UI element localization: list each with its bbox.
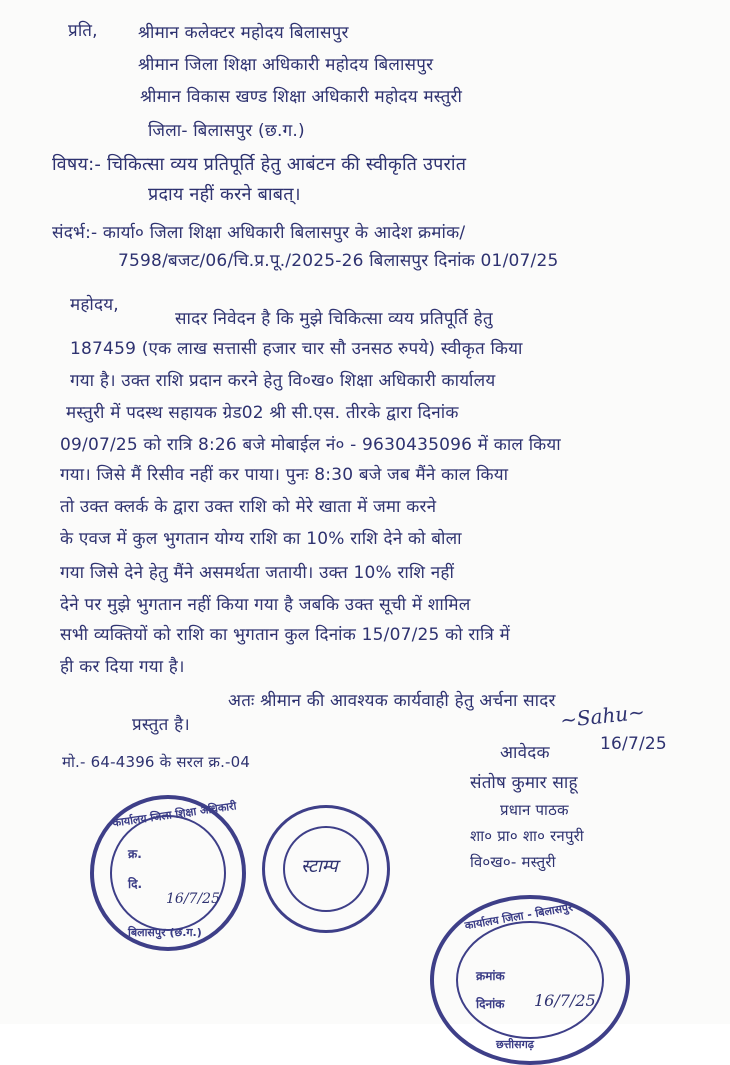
applicant-block: वि०ख०- मस्तुरी	[470, 853, 556, 871]
receipt-seal	[430, 895, 630, 1065]
seal3-di: दिनांक	[476, 997, 505, 1011]
round-stamp	[262, 805, 390, 933]
body-line-7: तो उक्त क्लर्क के द्वारा उक्त राशि को मेरे खाता में जमा करने	[60, 497, 437, 517]
recipient-beo: श्रीमान विकास खण्ड शिक्षा अधिकारी महोदय मस्तुरी	[140, 87, 463, 107]
subject-line-2: प्रदाय नहीं करने बाबत्।	[148, 184, 301, 205]
to-label: प्रति,	[68, 21, 98, 41]
recipient-deo: श्रीमान जिला शिक्षा अधिकारी महोदय बिलासपुर	[138, 55, 434, 75]
seal3-top-text: कार्यालय जिला - बिलासपुर	[463, 900, 574, 933]
seal1-date: 16/7/25	[166, 891, 220, 907]
body-line-5: 09/07/25 को रात्रि 8:26 बजे मोबाईल नं० - 9630435096 में काल किया	[60, 435, 561, 455]
seal1-top-text: कार्यालय जिला शिक्षा अधिकारी	[111, 799, 238, 830]
seal3-bottom-text: छत्तीसगढ़	[496, 1038, 534, 1051]
applicant-school: शा० प्रा० शा० रनपुरी	[470, 827, 584, 845]
reference-line-1: संदर्भ:- कार्या० जिला शिक्षा अधिकारी बिलासपुर के आदेश क्रमांक/	[52, 223, 466, 243]
recipient-district: जिला- बिलासपुर (छ.ग.)	[148, 121, 305, 141]
recipient-collector: श्रीमान कलेक्टर महोदय बिलासपुर	[138, 23, 349, 43]
round-stamp-mark: स्टाम्प	[301, 856, 338, 877]
seal3-date: 16/7/25	[534, 991, 596, 1010]
body-line-1: सादर निवेदन है कि मुझे चिकित्सा व्यय प्रतिपूर्ति हेतु	[175, 309, 493, 329]
closing-line-2: प्रस्तुत है।	[132, 715, 190, 735]
signature-date: 16/7/25	[600, 734, 667, 754]
body-line-8: के एवज में कुल भुगतान योग्य राशि का 10% राशि देने को बोला	[60, 529, 462, 549]
deo-office-seal	[90, 795, 246, 951]
body-line-4: मस्तुरी में पदस्थ सहायक ग्रेड02 श्री सी.एस. तीरके द्वारा दिनांक	[66, 403, 459, 423]
subject-line-1: विषय:- चिकित्सा व्यय प्रतिपूर्ति हेतु आबंटन की स्वीकृति उपरांत	[52, 154, 467, 175]
body-line-3: गया है। उक्त राशि प्रदान करने हेतु वि०ख० शिक्षा अधिकारी कार्यालय	[70, 371, 496, 391]
body-line-2: 187459 (एक लाख सत्तासी हजार चार सौ उनसठ रुपये) स्वीकृत किया	[70, 339, 523, 359]
signature-scribble: ~Sahu~	[558, 699, 646, 733]
body-line-9: गया जिसे देने हेतु मैंने असमर्थता जतायी। उक्त 10% राशि नहीं	[60, 563, 455, 583]
body-line-6: गया। जिसे मैं रिसीव नहीं कर पाया। पुनः 8:30 बजे जब मैंने काल किया	[60, 465, 509, 485]
closing-line-1: अतः श्रीमान की आवश्यक कार्यवाही हेतु अर्चना सादर	[228, 691, 556, 711]
body-line-11: सभी व्यक्तियों को राशि का भुगतान कुल दिनांक 15/07/25 को रात्रि में	[60, 625, 510, 645]
seal1-kr: क्र.	[128, 847, 142, 861]
seal1-bottom-text: बिलासपुर (छ.ग.)	[128, 926, 202, 939]
body-line-10: देने पर मुझे भुगतान नहीं किया गया है जबकि उक्त सूची में शामिल	[60, 595, 471, 615]
body-line-12: ही कर दिया गया है।	[60, 657, 185, 677]
seal1-di: दि.	[128, 877, 143, 891]
reference-line-2: 7598/बजट/06/चि.प्र.पू./2025-26 बिलासपुर दिनांक 01/07/25	[118, 251, 559, 271]
salutation: महोदय,	[70, 295, 119, 315]
seal3-kr: क्रमांक	[476, 969, 505, 983]
applicant-label: आवेदक	[500, 743, 550, 763]
mobile-line: मो.- 64-4396 के सरल क्र.-04	[62, 753, 251, 771]
applicant-post: प्रधान पाठक	[500, 801, 569, 819]
applicant-name: संतोष कुमार साहू	[470, 773, 578, 793]
